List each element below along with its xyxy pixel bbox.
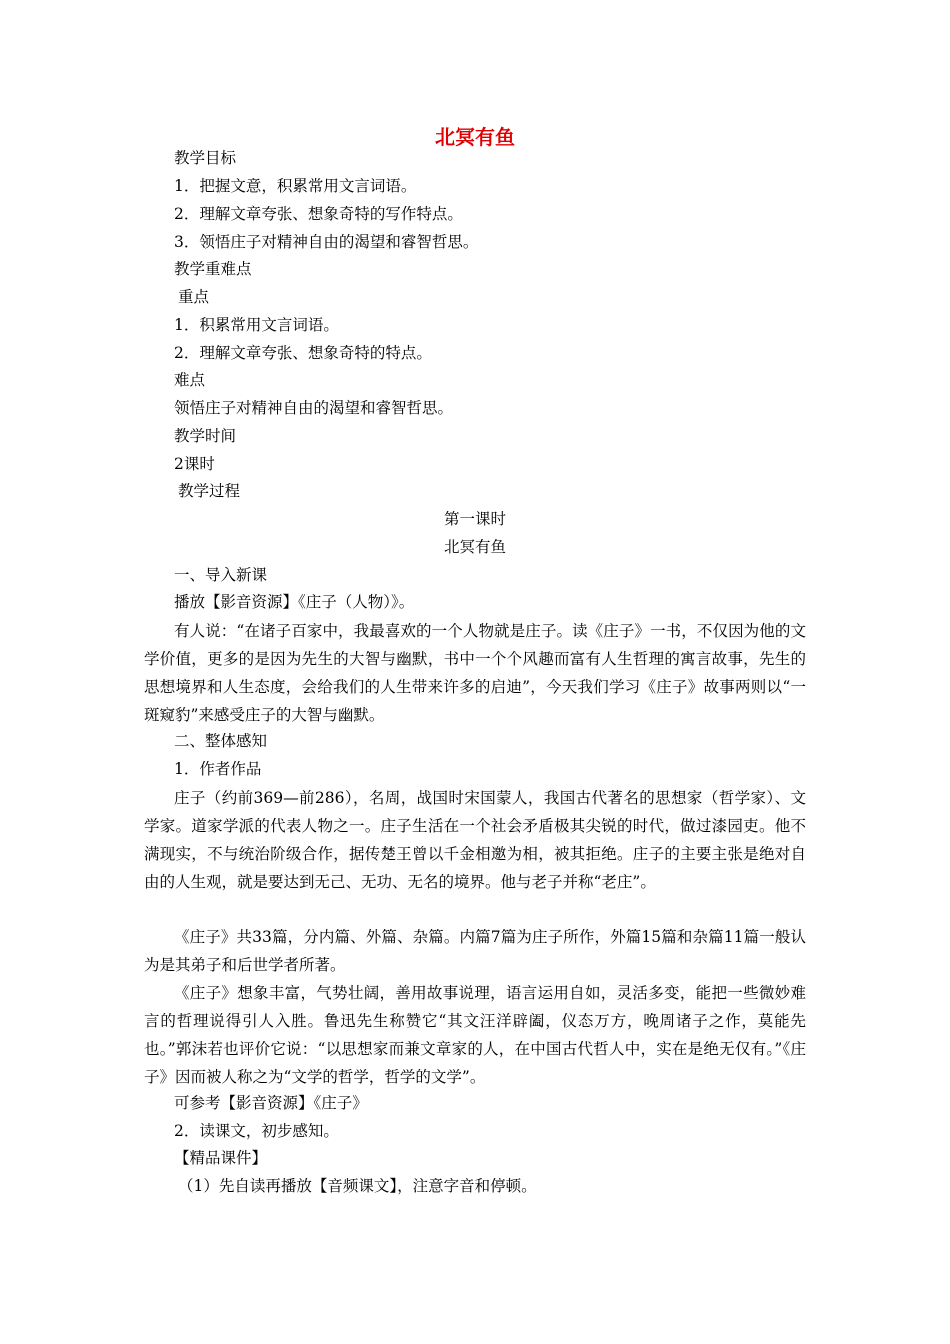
intro-paragraph: 有人说：“在诸子百家中，我最喜欢的一个人物就是庄子。读《庄子》一书，不仅因为他的文学价值，更多的是因为先生的大智与幽默，书中一个个风趣而富有人生哲理的寓言故事，先生的思想境界和人生态度，会给我们的人生带来许多的启迪”，今天我们学习《庄子》故事两则以“一斑窥豹”来感受庄子的大智与幽默。 bbox=[144, 622, 806, 724]
lesson-title: 北冥有鱼 bbox=[443, 538, 506, 556]
document-title: 北冥有鱼 bbox=[435, 125, 515, 149]
goal-item: 3．领悟庄子对精神自由的渴望和睿智哲思。 bbox=[174, 233, 479, 251]
goal-item: 1．把握文意，积累常用文言词语。 bbox=[174, 177, 417, 195]
section-heading: 二、整体感知 bbox=[174, 732, 268, 750]
teaching-time-value: 2课时 bbox=[174, 455, 215, 473]
heading-teaching-goals: 教学目标 bbox=[174, 149, 237, 167]
lesson-label: 第一课时 bbox=[443, 510, 506, 528]
reading-step: （1）先自读再播放【音频课文】，注意字音和停顿。 bbox=[178, 1177, 537, 1195]
reference-line: 可参考【影音资源】《庄子》 bbox=[174, 1094, 368, 1112]
author-paragraph: 庄子（约前369—前286），名周，战国时宋国蒙人，我国古代著名的思想家（哲学家）、文学家。道家学派的代表人物之一。庄子生活在一个社会矛盾极其尖锐的时代，做过漆园吏。他不满现实，不与统治阶级合作，据传楚王曾以千金相邀为相，被其拒绝。庄子的主要主张是绝对自由的人生观，就是要达到无己、无功、无名的境界。他与老子并称“老庄”。 bbox=[144, 789, 806, 891]
media-resource-line: 播放【影音资源】《庄子（人物）》。 bbox=[174, 593, 415, 611]
subsection-heading: 2．读课文，初步感知。 bbox=[174, 1122, 339, 1140]
subsection-heading: 1．作者作品 bbox=[174, 760, 262, 778]
style-paragraph: 《庄子》想象丰富，气势壮阔，善用故事说理，语言运用自如，灵活多变，能把一些微妙难言的哲理说得引人入胜。鲁迅先生称赞它“其文汪洋辟阖，仪态万方，晚周诸子之作，莫能先也。”郭沫若也评价它说：“以思想家而兼文章家的人，在中国古代哲人中，实在是绝无仅有。”《庄子》因而被人称之为“文学的哲学，哲学的文学”。 bbox=[144, 984, 806, 1086]
courseware-label: 【精品课件】 bbox=[174, 1149, 268, 1167]
books-paragraph: 《庄子》共33篇，分内篇、外篇、杂篇。内篇7篇为庄子所作，外篇15篇和杂篇11篇一般认为是其弟子和后世学者所著。 bbox=[144, 928, 806, 974]
heading-difficult-point: 难点 bbox=[174, 371, 206, 389]
key-point-item: 1．积累常用文言词语。 bbox=[174, 316, 339, 334]
goal-item: 2．理解文章夸张、想象奇特的写作特点。 bbox=[174, 205, 463, 223]
heading-key-difficult: 教学重难点 bbox=[174, 260, 252, 278]
heading-key-points: 重点 bbox=[178, 288, 210, 306]
heading-teaching-time: 教学时间 bbox=[174, 427, 237, 445]
difficult-point-text: 领悟庄子对精神自由的渴望和睿智哲思。 bbox=[174, 399, 454, 417]
key-point-item: 2．理解文章夸张、想象奇特的特点。 bbox=[174, 344, 432, 362]
heading-teaching-process: 教学过程 bbox=[178, 482, 241, 500]
section-heading: 一、导入新课 bbox=[174, 566, 268, 584]
